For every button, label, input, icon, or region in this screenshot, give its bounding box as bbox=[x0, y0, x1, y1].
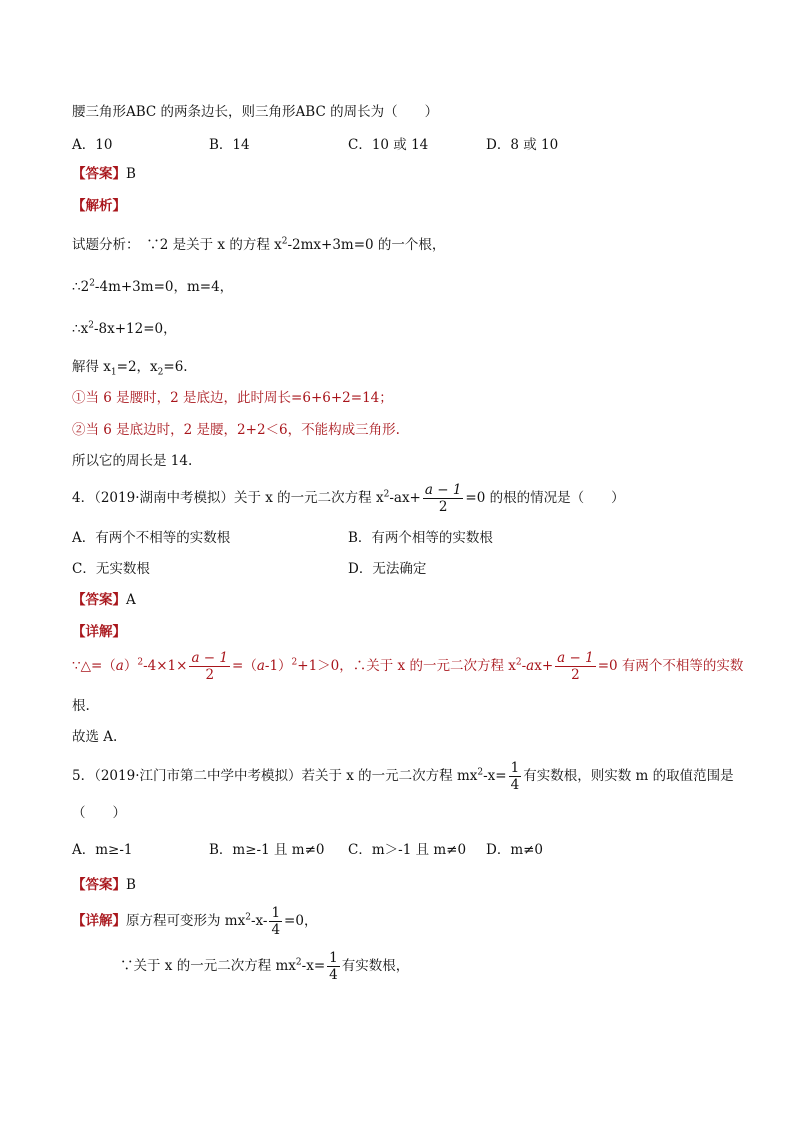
q5-fraction: $\frac{1}{4}$ bbox=[510, 760, 520, 793]
step1-a: ∵2 是关于 x 的方程 x bbox=[146, 237, 282, 253]
step4-sub2: 2 bbox=[157, 367, 164, 378]
answer-label: 【答案】 bbox=[72, 877, 126, 893]
analysis-intro: 试题分析： bbox=[72, 237, 133, 253]
q5-option-d: D．m≠0 bbox=[486, 842, 544, 858]
q4-stem-c: =0 的根的情况是（ ） bbox=[465, 490, 625, 506]
q4-option-c: C．无实数根 bbox=[72, 561, 150, 577]
q5-option-a: A．m≥-1 bbox=[72, 842, 133, 858]
q3-conclusion: 所以它的周长是 14. bbox=[72, 453, 193, 469]
q3-step-2 bbox=[72, 277, 233, 297]
q5-stem: 5．（2019·江门市第二中学中考模拟）若关于 x 的一元二次方程 $mx^2-x=$ $\frac{1}{4}$ 有实数根，则实数 m 的取值范围是 bbox=[72, 760, 734, 793]
q4-stem-sup: 2 bbox=[383, 489, 390, 500]
q4-answer bbox=[72, 590, 136, 610]
q4-choose: 故选 A. bbox=[72, 729, 118, 745]
step4-sub1: 1 bbox=[110, 367, 117, 378]
answer-value: B bbox=[126, 166, 136, 182]
q5-option-c: C．m＞-1 且 m≠0 bbox=[348, 842, 467, 858]
step2-b: -4m+3m=0，m=4， bbox=[94, 279, 234, 295]
q4-stem bbox=[72, 480, 625, 516]
step4-c: =6. bbox=[163, 359, 188, 375]
q3-step-3 bbox=[72, 319, 177, 339]
q3-option-c: C．10 或 14 bbox=[348, 137, 429, 153]
q4-detail-line: $\because\triangle=(a)^2-4\times 1\times$ $\frac{a - 1}{2}$ $=(a-1)^2+1>0$，∴关于 x 的一元二次方程 $x^2-ax+$ $\frac{a - 1}{2}$ =0 有两个不相等的实数 bbox=[72, 650, 744, 683]
detail-label: 【详解】 bbox=[72, 913, 126, 929]
step1-sup: 2 bbox=[281, 236, 288, 247]
q4-detail-continuation: 根. bbox=[72, 698, 90, 714]
step4-a: 解得 x bbox=[72, 359, 111, 375]
q3-option-b: B．14 bbox=[209, 137, 250, 153]
step3-a: ∴x bbox=[72, 321, 89, 337]
q4-fraction bbox=[423, 482, 464, 515]
step1-b: -2mx+3m=0 的一个根， bbox=[287, 237, 446, 253]
q3-case-1: ①当 6 是腰时，2 是底边，此时周长=6+6+2=14； bbox=[72, 390, 393, 406]
step4-b: =2，x bbox=[116, 359, 158, 375]
q4-stem-a: 4．（2019·湖南中考模拟）关于 x 的一元二次方程 x bbox=[72, 490, 384, 506]
q5-option-b: B．m≥-1 且 m≠0 bbox=[209, 842, 325, 858]
q5-detail-1: 【详解】原方程可变形为 $mx^2-x-$ $\frac{1}{4}$ =0， bbox=[72, 905, 318, 938]
step2-sup: 2 bbox=[89, 278, 95, 289]
fraction-numerator: a − 1 bbox=[424, 482, 462, 498]
q3-step-1 bbox=[72, 235, 445, 255]
q3-option-a: A．10 bbox=[72, 137, 113, 153]
q3-stem: 腰三角形ABC 的两条边长，则三角形ABC 的周长为（ ） bbox=[72, 104, 439, 120]
answer-value: A bbox=[126, 592, 136, 608]
answer-label: 【答案】 bbox=[72, 166, 126, 182]
q5-paren: （ ） bbox=[72, 805, 126, 821]
q5-detail-fraction-2: $\frac{1}{4}$ bbox=[329, 950, 338, 983]
q4-stem-b: -ax+ bbox=[389, 490, 421, 506]
q5-detail-2: ∵关于 x 的一元二次方程 $mx^2-x=$ $\frac{1}{4}$ 有实数根， bbox=[120, 950, 410, 983]
q4-detail-label: 【详解】 bbox=[72, 624, 126, 640]
q4-option-b: B．有两个相等的实数根 bbox=[348, 530, 493, 546]
answer-label: 【答案】 bbox=[72, 592, 126, 608]
q4-detail-fraction-2: $\frac{a - 1}{2}$ bbox=[557, 650, 594, 683]
q3-answer bbox=[72, 164, 136, 184]
q4-option-d: D．无法确定 bbox=[348, 561, 427, 577]
step2-a: ∴2 bbox=[72, 279, 90, 295]
q3-option-d: D．8 或 10 bbox=[486, 137, 559, 153]
q3-analysis-label: 【解析】 bbox=[72, 198, 126, 214]
step3-sup: 2 bbox=[88, 320, 94, 331]
q5-answer bbox=[72, 875, 136, 895]
q5-detail-fraction-1: $\frac{1}{4}$ bbox=[271, 905, 281, 938]
q4-detail-fraction-1: $\frac{a - 1}{2}$ bbox=[191, 650, 229, 683]
answer-value: B bbox=[126, 877, 136, 893]
q3-case-2: ②当 6 是底边时，2 是腰，2+2＜6，不能构成三角形. bbox=[72, 422, 400, 438]
fraction-denominator: 2 bbox=[438, 499, 448, 515]
q4-option-a: A．有两个不相等的实数根 bbox=[72, 530, 231, 546]
q3-step-4 bbox=[72, 357, 188, 377]
step3-b: -8x+12=0， bbox=[93, 321, 177, 337]
